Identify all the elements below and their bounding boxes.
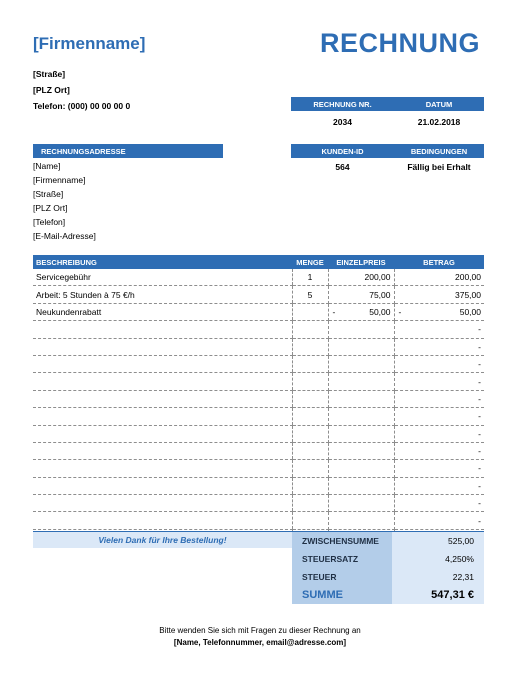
total-row	[292, 586, 484, 604]
item-unit-price: 200,00	[364, 272, 391, 283]
company-name: [Firmenname]	[33, 34, 146, 53]
col-header-quantity: MENGE	[292, 255, 328, 269]
tax-row	[292, 568, 484, 586]
item-unit-price-cell	[328, 355, 394, 372]
item-description	[33, 512, 292, 529]
invoice-info-header	[291, 97, 484, 111]
item-amount: 200,00	[455, 272, 481, 283]
item-amount-cell	[394, 512, 484, 529]
item-amount-cell	[394, 269, 484, 286]
item-unit-price-cell	[328, 442, 394, 459]
col-header-description: BESCHREIBUNG	[33, 255, 292, 269]
item-amount: -	[478, 498, 481, 509]
item-description	[33, 321, 292, 338]
item-amount-cell	[394, 303, 484, 320]
item-unit-price: 75,00	[369, 289, 391, 300]
item-amount-cell	[394, 373, 484, 390]
terms-label: BEDINGUNGEN	[410, 146, 468, 156]
footer-contact-note: Bitte wenden Sie sich mit Fragen zu dieser Rechnung an	[159, 626, 361, 635]
item-description	[33, 460, 292, 477]
footer-contact-details: [Name, Telefonnummer, email@adresse.com]	[173, 638, 347, 647]
document-title: RECHNUNG	[319, 28, 480, 58]
item-amount-cell	[394, 477, 484, 494]
item-amount: -	[478, 515, 481, 526]
item-description	[33, 338, 292, 355]
item-description	[33, 373, 292, 390]
item-unit-price-cell	[328, 477, 394, 494]
billing-street: [Straße]	[33, 189, 64, 199]
item-unit-price-cell	[328, 425, 394, 442]
item-amount: -	[478, 411, 481, 422]
tax-rate-value: 4,250%	[392, 550, 484, 568]
item-unit-price-cell	[328, 495, 394, 512]
item-quantity	[292, 390, 328, 407]
thank-you-note	[33, 531, 292, 548]
item-quantity	[292, 303, 328, 320]
invoice-date: 21.02.2018	[417, 117, 461, 127]
table-row	[33, 355, 484, 372]
billing-company: [Firmenname]	[33, 175, 86, 185]
item-description: Neukundenrabatt	[33, 303, 292, 320]
item-amount: -	[478, 463, 481, 474]
item-unit-price-cell	[328, 390, 394, 407]
subtotal-label: ZWISCHENSUMME	[292, 532, 392, 550]
item-amount-cell	[394, 338, 484, 355]
item-amount: -	[478, 376, 481, 387]
item-unit-price-cell	[328, 373, 394, 390]
item-quantity: 5	[292, 286, 328, 303]
item-amount: -	[478, 393, 481, 404]
invoice-info-values	[291, 117, 484, 127]
terms: Fällig bei Erhalt	[407, 162, 471, 172]
table-row	[33, 442, 484, 459]
item-amount-cell	[394, 355, 484, 372]
item-unit-price: 50,00	[369, 306, 391, 317]
table-row	[33, 495, 484, 512]
items-table	[33, 255, 484, 547]
item-unit-price-sign: -	[332, 306, 336, 317]
table-row	[33, 408, 484, 425]
tax-value: 22,31	[392, 568, 484, 586]
item-quantity: 1	[292, 269, 328, 286]
table-row	[33, 286, 484, 303]
customer-id-label: KUNDEN-ID	[321, 146, 364, 156]
item-description	[33, 442, 292, 459]
item-description	[33, 477, 292, 494]
item-quantity	[292, 495, 328, 512]
item-quantity	[292, 442, 328, 459]
item-description	[33, 408, 292, 425]
table-row	[33, 512, 484, 529]
item-amount-cell	[394, 425, 484, 442]
tax-label: STEUER	[292, 568, 392, 586]
item-description	[33, 355, 292, 372]
billing-address-header	[33, 144, 223, 158]
table-row	[33, 321, 484, 338]
table-row	[33, 373, 484, 390]
tax-rate-label: STEUERSATZ	[292, 550, 392, 568]
item-amount: -	[478, 480, 481, 491]
item-amount-cell	[394, 408, 484, 425]
item-amount: -	[478, 446, 481, 457]
table-row	[33, 338, 484, 355]
item-amount: -	[478, 341, 481, 352]
item-amount: -	[478, 359, 481, 370]
item-amount-cell	[394, 442, 484, 459]
item-unit-price-cell	[328, 512, 394, 529]
table-row	[33, 390, 484, 407]
item-quantity	[292, 425, 328, 442]
item-description	[33, 425, 292, 442]
item-amount-cell	[394, 460, 484, 477]
thank-you-text: Vielen Dank für Ihre Bestellung!	[98, 535, 227, 545]
item-unit-price-cell	[328, 460, 394, 477]
billing-email: [E-Mail-Adresse]	[33, 231, 96, 241]
item-amount-sign: -	[398, 306, 402, 317]
item-description	[33, 495, 292, 512]
billing-address-label: RECHNUNGSADRESSE	[41, 146, 126, 156]
item-amount-cell	[394, 321, 484, 338]
item-amount-cell	[394, 495, 484, 512]
item-amount: -	[478, 428, 481, 439]
subtotal-row	[292, 531, 484, 550]
billing-phone: [Telefon]	[33, 217, 66, 227]
customer-info-header	[291, 144, 484, 158]
item-amount-cell	[394, 286, 484, 303]
item-amount-cell	[394, 390, 484, 407]
item-unit-price-cell	[328, 303, 394, 320]
item-quantity	[292, 321, 328, 338]
tax-rate-row	[292, 550, 484, 568]
billing-zip-city: [PLZ Ort]	[33, 203, 68, 213]
item-unit-price-cell	[328, 269, 394, 286]
item-unit-price-cell	[328, 408, 394, 425]
items-table-header	[33, 255, 484, 269]
item-description: Servicegebühr	[33, 269, 292, 286]
item-unit-price-cell	[328, 321, 394, 338]
table-row	[33, 303, 484, 320]
total-label: SUMME	[292, 586, 392, 604]
subtotal-value: 525,00	[392, 532, 484, 550]
customer-id: 564	[335, 162, 350, 172]
table-row	[33, 477, 484, 494]
col-header-unit-price: EINZELPREIS	[328, 255, 394, 269]
item-amount: -	[478, 324, 481, 335]
total-value: 547,31 €	[392, 586, 484, 604]
item-quantity	[292, 512, 328, 529]
item-quantity	[292, 355, 328, 372]
item-unit-price-cell	[328, 338, 394, 355]
item-quantity	[292, 408, 328, 425]
table-row	[33, 460, 484, 477]
company-phone: Telefon: (000) 00 00 00 0	[33, 101, 131, 111]
table-row	[33, 425, 484, 442]
totals-block	[292, 531, 484, 604]
table-row	[33, 269, 484, 286]
col-header-amount: BETRAG	[394, 255, 484, 269]
invoice-number: 2034	[333, 117, 352, 127]
item-quantity	[292, 477, 328, 494]
item-amount: 50,00	[459, 306, 481, 317]
invoice-number-label: RECHNUNG NR.	[313, 99, 372, 109]
billing-name: [Name]	[33, 161, 61, 171]
customer-info-values	[291, 162, 484, 172]
item-unit-price-cell	[328, 286, 394, 303]
item-amount: 375,00	[455, 289, 481, 300]
item-description: Arbeit: 5 Stunden à 75 €/h	[33, 286, 292, 303]
item-quantity	[292, 460, 328, 477]
invoice-date-label: DATUM	[425, 99, 453, 109]
company-zip-city: [PLZ Ort]	[33, 85, 70, 95]
item-description	[33, 390, 292, 407]
item-quantity	[292, 338, 328, 355]
item-quantity	[292, 373, 328, 390]
company-street: [Straße]	[33, 69, 66, 79]
